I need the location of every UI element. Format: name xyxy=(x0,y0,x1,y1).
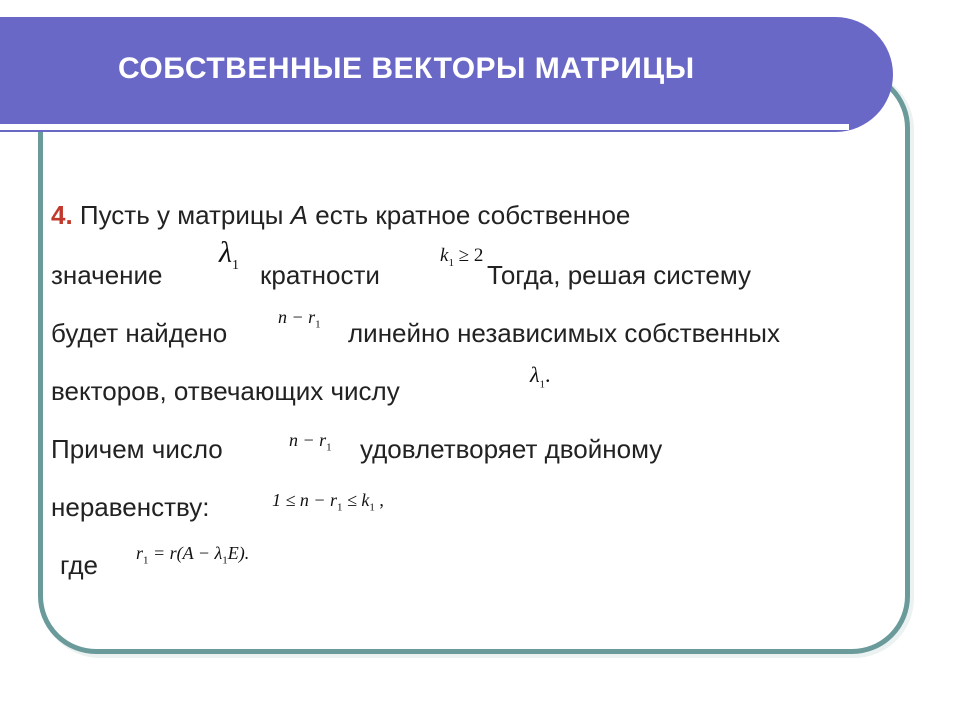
formula-double-inequality: $1 \le n - r_1 \le k_1$ , xyxy=(272,490,384,514)
matrix-symbol: A xyxy=(290,200,309,230)
formula-k1-ge-2: $k_1 \ge 2$ xyxy=(440,245,484,269)
text-line-3-b: линейно независимых собственных xyxy=(348,318,780,348)
text-line-5-a: Причем число xyxy=(51,434,223,464)
text-line-1 xyxy=(51,200,630,231)
title-underline xyxy=(0,124,849,130)
text-line-3-a: будет найдено xyxy=(51,318,228,348)
item-number: 4. xyxy=(51,200,73,230)
formula-lambda1: $\lambda_1$ xyxy=(219,236,239,273)
text-line-4: векторов, отвечающих числу xyxy=(51,376,400,406)
text-line-7: где xyxy=(60,550,98,580)
text-line-2-b: кратности xyxy=(260,260,380,290)
text-line-2-a: значение xyxy=(51,260,163,290)
text-line-5-b: удовлетворяет двойному xyxy=(360,434,663,464)
slide-title: СОБСТВЕННЫЕ ВЕКТОРЫ МАТРИЦЫ xyxy=(118,52,695,85)
text-line-6: неравенству: xyxy=(51,492,210,522)
formula-n-minus-r1-2: $n - r_1$ xyxy=(289,430,332,454)
line-1-part-a: Пусть у матрицы xyxy=(72,200,291,230)
line-1-part-b: есть кратное собственное xyxy=(308,200,631,230)
formula-n-minus-r1: $n - r_1$ xyxy=(278,307,321,331)
formula-r1-definition: $r_1 = r(A - \lambda_1E)$. xyxy=(136,543,250,567)
formula-lambda1-dot: $\lambda_1$. xyxy=(530,362,551,391)
text-line-2-c: Тогда, решая систему xyxy=(487,260,752,290)
